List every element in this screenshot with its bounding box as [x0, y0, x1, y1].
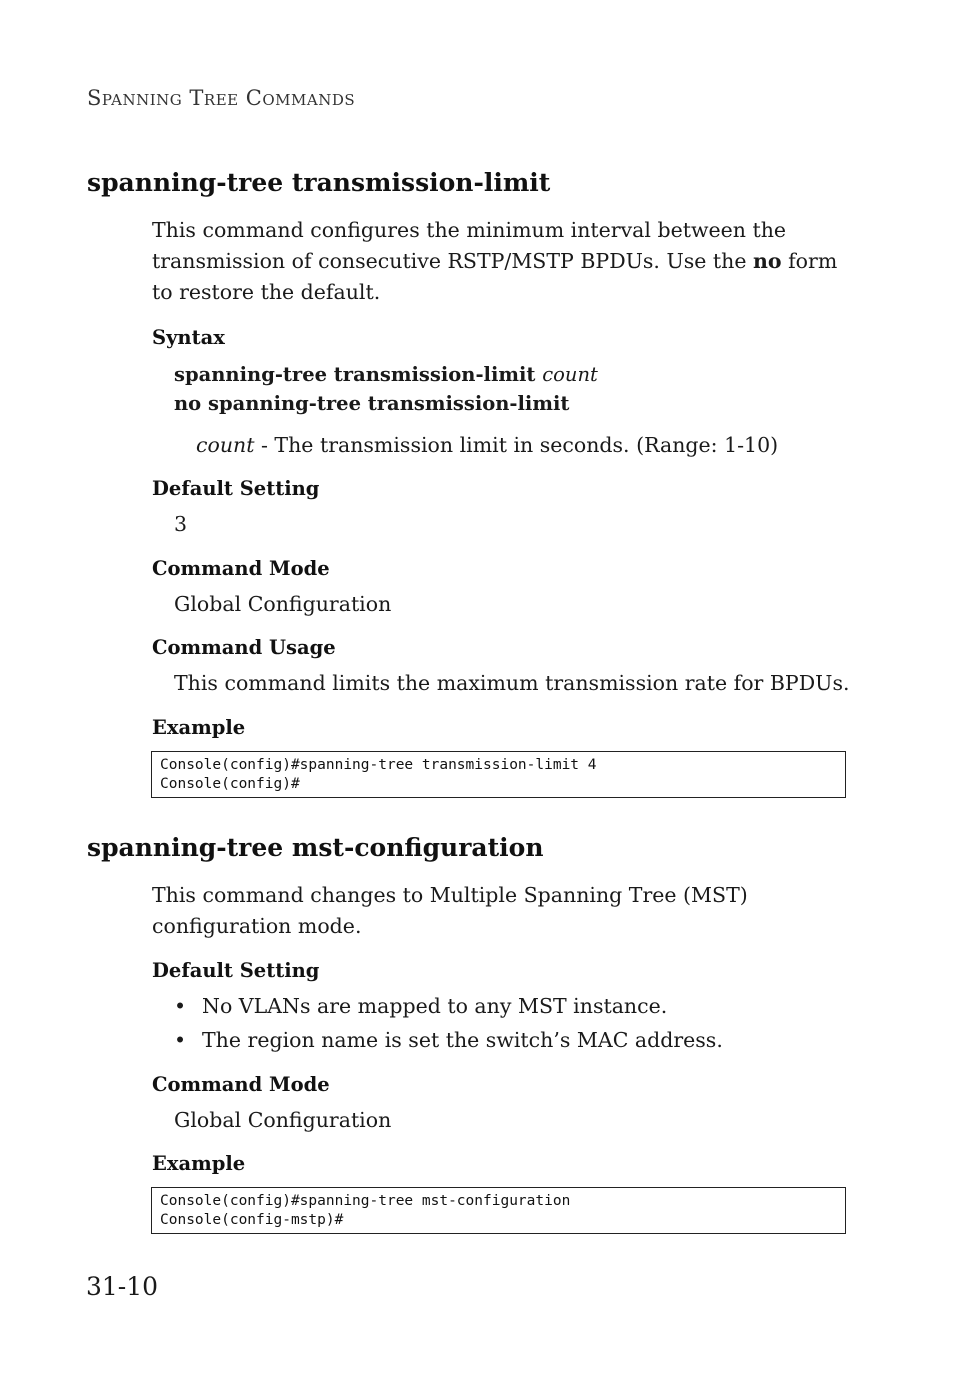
code-example: [151, 1187, 846, 1234]
syntax-heading: Syntax: [152, 326, 225, 349]
command-usage-heading: Command Usage: [152, 636, 336, 659]
code-line: Console(config-mstp)#: [160, 1212, 344, 1228]
syntax-line-2: no spanning-tree transmission-limit: [174, 392, 570, 415]
list-item: The region name is set the switch’s MAC address.: [202, 1028, 723, 1052]
default-setting-heading: Default Setting: [152, 477, 320, 500]
command-usage-value: This command limits the maximum transmission rate for BPDUs.: [174, 671, 850, 695]
command-mode-heading: Command Mode: [152, 557, 330, 580]
default-setting-heading: Default Setting: [152, 959, 320, 982]
section-title-transmission-limit: spanning-tree transmission-limit: [87, 168, 551, 197]
example-heading: Example: [152, 1152, 246, 1175]
example-heading: Example: [152, 716, 246, 739]
command-mode-value: Global Configuration: [174, 1108, 392, 1132]
code-line: Console(config)#: [160, 776, 300, 792]
list-item: No VLANs are mapped to any MST instance.: [202, 994, 668, 1018]
command-mode-value: Global Configuration: [174, 592, 392, 616]
page-number: 31-10: [86, 1272, 159, 1301]
code-line: Console(config)#spanning-tree transmission-limit 4: [160, 757, 597, 773]
section-title-mst-configuration: spanning-tree mst-configuration: [87, 833, 544, 862]
default-setting-value: 3: [174, 512, 188, 536]
code-example: [151, 751, 846, 798]
syntax-line-1: spanning-tree transmission-limit count: [174, 363, 598, 386]
running-head: SPANNING TREE COMMANDS: [87, 86, 356, 110]
section-description: This command configures the minimum interval between the transmission of consecutive RSTP/MSTP BPDUs. Use the no form to restore the default.: [152, 218, 838, 304]
bullet-icon: •: [174, 994, 187, 1018]
parameter-description: count - The transmission limit in seconds. (Range: 1-10): [196, 433, 779, 457]
section-description: This command changes to Multiple Spanning Tree (MST) configuration mode.: [152, 883, 748, 938]
command-mode-heading: Command Mode: [152, 1073, 330, 1096]
bullet-icon: •: [174, 1028, 187, 1052]
code-line: Console(config)#spanning-tree mst-configuration: [160, 1193, 571, 1209]
